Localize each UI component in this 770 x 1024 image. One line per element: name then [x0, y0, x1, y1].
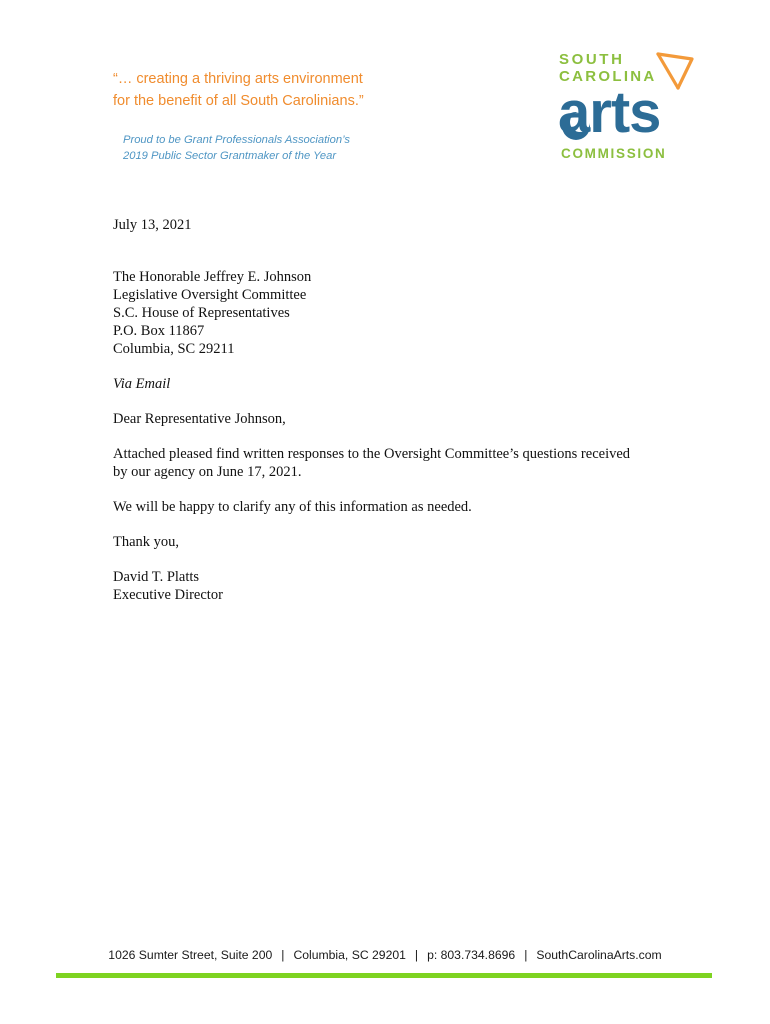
- paragraph-responses: [113, 445, 693, 481]
- tagline-line-2: for the benefit of all South Carolinians.”: [113, 93, 364, 109]
- address-line: Columbia, SC 29211: [113, 341, 235, 357]
- salutation: Dear Representative Johnson,: [113, 411, 286, 427]
- address-line: S.C. House of Representatives: [113, 305, 290, 321]
- header-tagline: [113, 68, 533, 112]
- footer-separator: |: [414, 948, 419, 962]
- footer-city: Columbia, SC 29201: [293, 948, 406, 962]
- delivery-method: Via Email: [113, 376, 171, 392]
- paragraph-clarify: We will be happy to clarify any of this information as needed.: [113, 499, 472, 515]
- logo-word-commission: COMMISSION: [561, 146, 667, 161]
- logo-word-arts: arts: [558, 80, 661, 145]
- footer-contact: [0, 948, 770, 962]
- address-line: Legislative Oversight Committee: [113, 287, 307, 303]
- award-line-1: Proud to be Grant Professionals Association’s: [123, 134, 350, 146]
- tagline-line-1: “… creating a thriving arts environment: [113, 71, 363, 87]
- signer-title: Executive Director: [113, 587, 223, 603]
- footer-website[interactable]: SouthCarolinaArts.com: [536, 948, 662, 962]
- footer-address: 1026 Sumter Street, Suite 200: [108, 948, 273, 962]
- footer-separator: |: [524, 948, 528, 962]
- signer-name: David T. Platts: [113, 569, 200, 585]
- logo-word-carolina: CAROLINA: [559, 68, 657, 85]
- footer-green-bar: [56, 973, 712, 978]
- letter-date: July 13, 2021: [113, 217, 192, 233]
- footer-phone: p: 803.734.8696: [427, 948, 516, 962]
- recipient-address: [113, 268, 693, 358]
- paragraph-line: by our agency on June 17, 2021.: [113, 464, 302, 480]
- logo-word-south: SOUTH: [559, 51, 625, 68]
- address-line: P.O. Box 11867: [113, 323, 205, 339]
- signature-block: [113, 568, 693, 604]
- footer-separator: |: [281, 948, 285, 962]
- award-line-2: 2019 Public Sector Grantmaker of the Year: [123, 150, 337, 162]
- address-line: The Honorable Jeffrey E. Johnson: [113, 269, 312, 285]
- closing: Thank you,: [113, 534, 180, 550]
- paragraph-line: Attached pleased find written responses to the Oversight Committee’s questions received: [113, 446, 631, 462]
- award-note: [123, 132, 503, 164]
- sc-arts-commission-logo: [556, 46, 696, 166]
- letter-body: [113, 216, 693, 621]
